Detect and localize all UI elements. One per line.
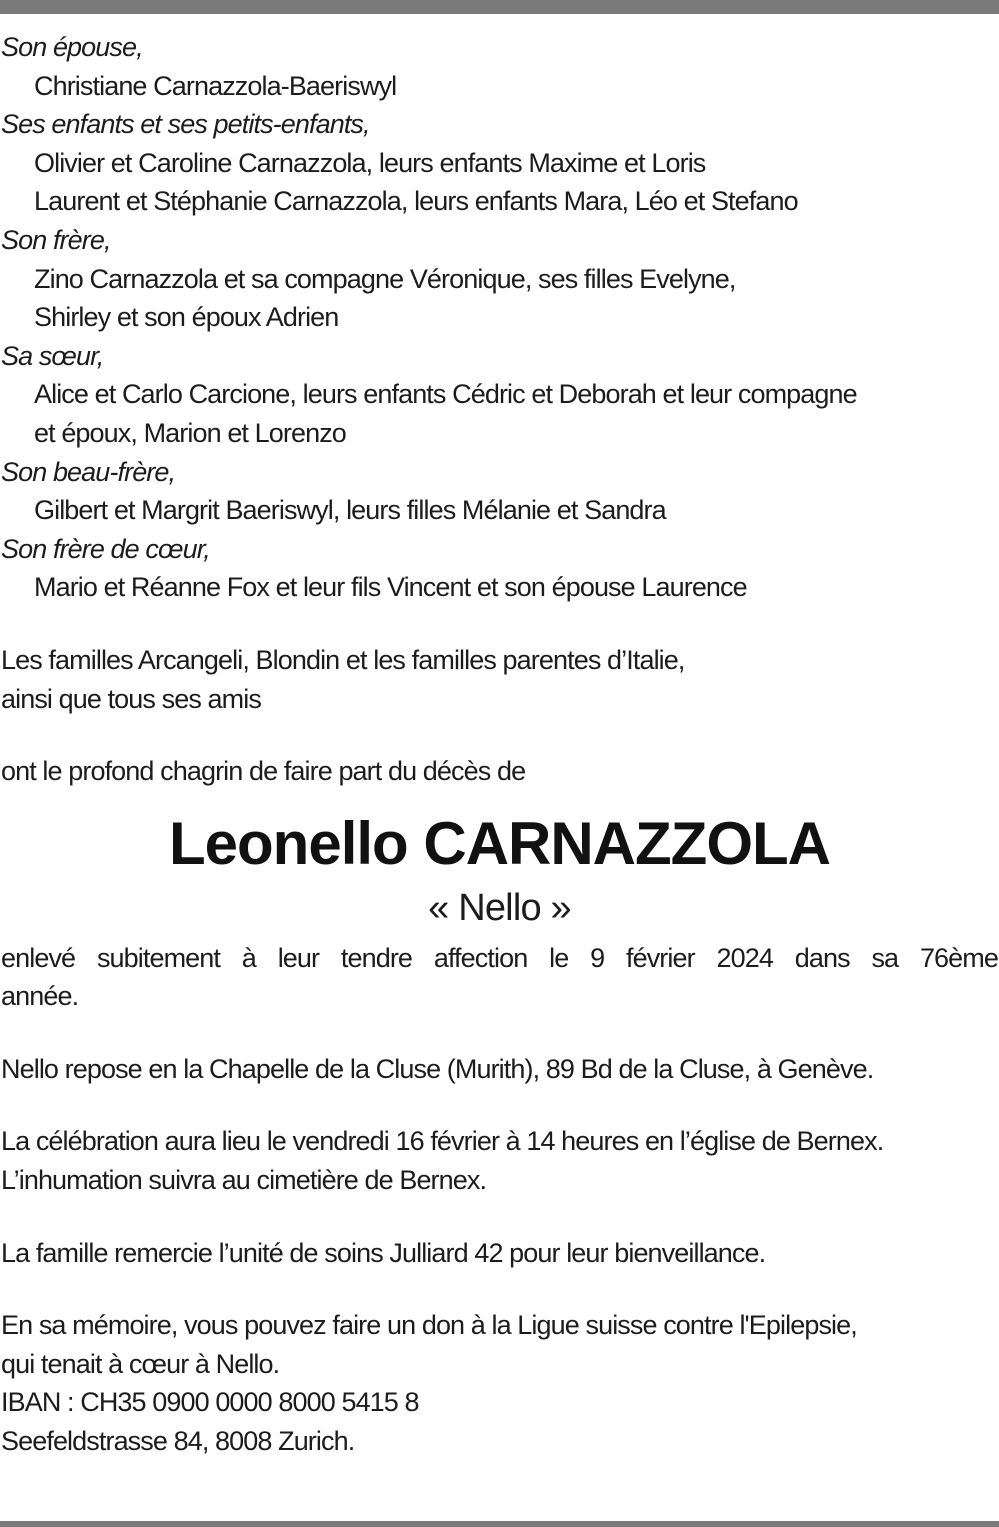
- announcement-text: ont le profond chagrin de faire part du décès de: [1, 756, 526, 787]
- relative-names: Olivier et Caroline Carnazzola, leurs enfants Maxime et Loris: [34, 147, 706, 178]
- relative-names: Christiane Carnazzola-Baeriswyl: [34, 70, 397, 101]
- relation-label: Son beau-frère,: [1, 456, 176, 487]
- spacer: [1, 791, 998, 805]
- spacer: [1, 1200, 998, 1234]
- relative-names: et époux, Marion et Lorenzo: [34, 417, 346, 448]
- donation-paragraph: [1, 1306, 998, 1460]
- relative-names: Mario et Réanne Fox et leur fils Vincent et son épouse Laurence: [34, 572, 747, 603]
- relation-label: Son frère de cœur,: [1, 533, 210, 564]
- relative-names: Gilbert et Margrit Baeriswyl, leurs filles Mélanie et Sandra: [34, 495, 666, 526]
- deceased-name: Leonello CARNAZZOLA: [169, 809, 830, 877]
- address-line: Seefeldstrasse 84, 8008 Zurich.: [1, 1426, 355, 1457]
- passing-paragraph: [1, 939, 998, 1016]
- top-rule: [0, 0, 999, 14]
- relative-names: Alice et Carlo Carcione, leurs enfants Cédric et Deborah et leur compagne: [34, 379, 857, 410]
- other-families-line: Les familles Arcangeli, Blondin et les familles parentes d’Italie,: [1, 644, 685, 675]
- obituary-notice: [1, 28, 998, 1461]
- relative-names: Laurent et Stéphanie Carnazzola, leurs enfants Mara, Léo et Stefano: [34, 186, 798, 217]
- repose-text: Nello repose en la Chapelle de la Cluse (Murith), 89 Bd de la Cluse, à Genève.: [1, 1053, 874, 1084]
- iban-line: IBAN : CH35 0900 0000 8000 5415 8: [1, 1387, 419, 1418]
- relation-label: Sa sœur,: [1, 340, 104, 371]
- ceremony-paragraph: [1, 1122, 998, 1199]
- spacer: [1, 718, 998, 752]
- other-families: [1, 641, 998, 718]
- bottom-rule: [0, 1521, 999, 1527]
- relation-label: Son épouse,: [1, 32, 143, 62]
- passing-line: enlevé subitement à leur tendre affection le 9 février 2024 dans sa 76ème: [1, 942, 998, 973]
- deceased-nickname: « Nello »: [428, 886, 571, 929]
- spacer: [1, 607, 998, 641]
- spacer: [1, 1016, 998, 1050]
- passing-line: année.: [1, 981, 79, 1012]
- relation-label: Ses enfants et ses petits-enfants,: [1, 109, 370, 140]
- relative-names: Zino Carnazzola et sa compagne Véronique, ses filles Evelyne,: [34, 263, 736, 294]
- relative-names: Shirley et son époux Adrien: [34, 302, 339, 333]
- thanks-text: La famille remercie l’unité de soins Julliard 42 pour leur bienveillance.: [1, 1237, 766, 1268]
- spacer: [1, 1088, 998, 1122]
- other-families-line: ainsi que tous ses amis: [1, 683, 261, 714]
- family-section: [1, 28, 998, 607]
- ceremony-line: L’inhumation suivra au cimetière de Bernex.: [1, 1165, 487, 1196]
- spacer: [1, 1272, 998, 1306]
- ceremony-line: La célébration aura lieu le vendredi 16 février à 14 heures en l’église de Bernex.: [1, 1126, 884, 1157]
- relation-label: Son frère,: [1, 224, 111, 255]
- donation-line: qui tenait à cœur à Nello.: [1, 1348, 280, 1379]
- donation-line: En sa mémoire, vous pouvez faire un don à la Ligue suisse contre l'Epilepsie,: [1, 1310, 857, 1341]
